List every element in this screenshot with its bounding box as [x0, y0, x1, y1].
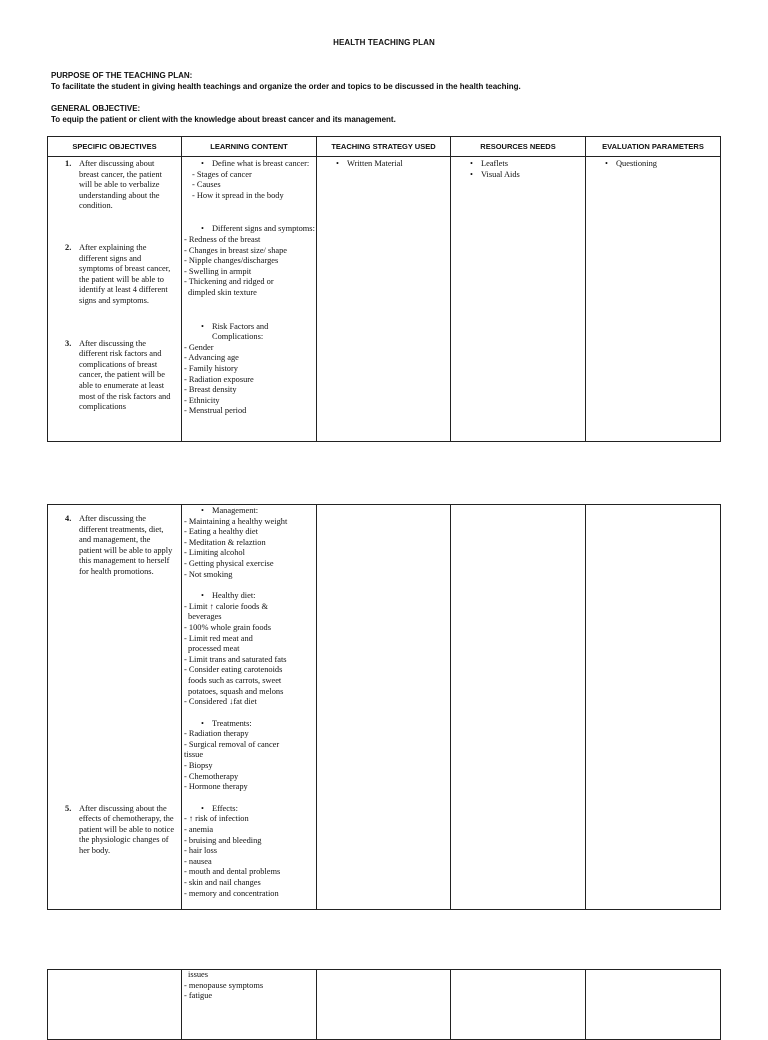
- list-item: - menopause symptoms: [184, 980, 264, 990]
- list-item: - Thickening and ridged or: [184, 277, 274, 287]
- list-item: - Radiation therapy: [184, 729, 249, 739]
- learning-content-cell: [182, 970, 317, 1040]
- table-row: [48, 157, 721, 442]
- list-item: - anemia: [184, 825, 214, 835]
- arrow-down-icon: ↓: [229, 697, 234, 707]
- evaluation-item: • Questioning: [586, 159, 720, 170]
- resources-cell: [451, 157, 586, 442]
- list-item: - Changes in breast size/ shape: [184, 245, 288, 255]
- list-item: - Advancing age: [184, 353, 239, 363]
- list-item: foods such as carrots, sweet: [188, 675, 282, 685]
- objective-5: 5. After discussing about the effects of chemotherapy, the patient will be able to notice the physiologic changes of her body.: [65, 803, 175, 855]
- content-block-continued: [182, 970, 316, 1002]
- teaching-plan-table-2: [47, 504, 721, 910]
- arrow-up-icon: ↑: [209, 601, 214, 611]
- list-item: - hair loss: [184, 846, 218, 856]
- resource-item: • Visual Aids: [451, 170, 585, 181]
- header-learning-content: LEARNING CONTENT: [182, 137, 317, 157]
- list-item: - Biopsy: [184, 761, 213, 771]
- arrow-up-icon: ↑: [188, 814, 194, 824]
- list-item: - Ethnicity: [184, 395, 220, 405]
- objectives-cell: [48, 505, 182, 910]
- list-item: issues: [188, 970, 209, 979]
- resources-cell: [451, 970, 586, 1040]
- header-evaluation-parameters: EVALUATION PARAMETERS: [586, 137, 721, 157]
- list-item: - 100% whole grain foods: [184, 622, 271, 632]
- list-item: - Limit trans and saturated fats: [184, 654, 287, 664]
- content-block-risk: [182, 322, 316, 417]
- list-item: - Swelling in armpit: [184, 266, 252, 276]
- list-item: - Maintaining a healthy weight: [184, 516, 288, 526]
- learning-content-cell: [182, 505, 317, 910]
- list-item: processed meat: [188, 644, 240, 654]
- table-header-row: [48, 137, 721, 157]
- strategy-item: • Written Material: [317, 159, 450, 170]
- header-teaching-strategy: TEACHING STRATEGY USED: [317, 137, 451, 157]
- objective-4: 4. After discussing the different treatments, diet, and management, the patient will be able to apply this management to herself for health promotions.: [65, 514, 173, 576]
- content-bullet: • Treatments:: [182, 719, 316, 730]
- content-bullet: • Define what is breast cancer:: [182, 159, 316, 170]
- list-item: - Breast density: [184, 385, 237, 395]
- list-item: - How it spread in the body: [192, 190, 284, 200]
- list-item: - Limit red meat and: [184, 633, 253, 643]
- list-item: - Chemotherapy: [184, 771, 239, 781]
- resources-cell: [451, 505, 586, 910]
- list-item: tissue: [184, 750, 204, 760]
- list-item: - memory and concentration: [184, 888, 279, 898]
- evaluation-cell: [586, 970, 721, 1040]
- list-item: - Limit ↑ calorie foods &: [184, 601, 268, 611]
- list-item: - Considered ↓fat diet: [184, 697, 257, 707]
- list-item: - Eating a healthy diet: [184, 527, 258, 537]
- content-block-management: [182, 506, 316, 580]
- list-item: - bruising and bleeding: [184, 835, 262, 845]
- list-item: - Meditation & relaztion: [184, 537, 266, 547]
- general-objective-heading: GENERAL OBJECTIVE:: [51, 104, 141, 113]
- list-item: - Radiation exposure: [184, 374, 254, 384]
- content-bullet: • Effects:: [182, 804, 316, 815]
- list-item: - Not smoking: [184, 569, 233, 579]
- content-bullet: • Management:: [182, 506, 316, 517]
- table-row: [48, 970, 721, 1040]
- list-item: - Menstrual period: [184, 406, 247, 416]
- general-objective-text: To equip the patient or client with the knowledge about breast cancer and its management.: [51, 115, 396, 124]
- objective-3: 3. After discussing the different risk factors and complications of breast cancer, the patient will be able to enumerate at least most of the risk factors and complications: [65, 338, 171, 412]
- objectives-cell: [48, 157, 182, 442]
- list-item: potatoes, squash and melons: [188, 686, 284, 696]
- list-item: - Gender: [184, 342, 214, 352]
- list-item: dimpled skin texture: [188, 287, 257, 297]
- list-item: - mouth and dental problems: [184, 867, 281, 877]
- learning-content-cell: [182, 157, 317, 442]
- teaching-strategy-cell: [317, 157, 451, 442]
- list-item: - fatigue: [184, 991, 213, 1001]
- purpose-text: To facilitate the student in giving health teachings and organize the order and topics to be discussed in the health teaching.: [51, 82, 521, 91]
- list-item: - Family history: [184, 363, 238, 373]
- evaluation-cell: [586, 505, 721, 910]
- list-item: - nausea: [184, 856, 212, 866]
- list-item: - Limiting alcohol: [184, 548, 245, 558]
- teaching-strategy-cell: [317, 970, 451, 1040]
- list-item: - Stages of cancer: [192, 169, 252, 179]
- resource-item: • Leaflets: [451, 159, 585, 170]
- list-item: - Getting physical exercise: [184, 558, 274, 568]
- content-block-treatments: [182, 719, 316, 793]
- list-item: - Surgical removal of cancer: [184, 739, 280, 749]
- teaching-strategy-cell: [317, 505, 451, 910]
- evaluation-cell: [586, 157, 721, 442]
- content-block-definition: [182, 159, 316, 201]
- content-bullet: • Different signs and symptoms:: [182, 224, 316, 235]
- content-bullet: • Healthy diet:: [182, 591, 316, 602]
- list-item: - Hormone therapy: [184, 782, 248, 792]
- header-specific-objectives: SPECIFIC OBJECTIVES: [48, 137, 182, 157]
- list-item: - skin and nail changes: [184, 878, 261, 887]
- list-item: - ↑ risk of infection: [184, 814, 249, 824]
- teaching-plan-table-1: [47, 136, 721, 442]
- content-block-effects: [182, 804, 316, 899]
- list-item: - Redness of the breast: [184, 234, 261, 244]
- header-resources-needs: RESOURCES NEEDS: [451, 137, 586, 157]
- table-row: [48, 505, 721, 910]
- teaching-plan-table-3: [47, 969, 721, 1040]
- content-block-signs: [182, 224, 316, 298]
- page-title: HEALTH TEACHING PLAN: [333, 38, 435, 47]
- objectives-cell: [48, 970, 182, 1040]
- list-item: - Nipple changes/discharges: [184, 256, 279, 266]
- objective-1: 1. After discussing about breast cancer, the patient will be able to verbalize understanding about the condition.: [65, 159, 162, 211]
- purpose-heading: PURPOSE OF THE TEACHING PLAN:: [51, 71, 193, 80]
- list-item: - Causes: [192, 180, 221, 190]
- content-bullet: • Risk Factors and Complications:: [182, 322, 316, 343]
- content-block-diet: [182, 591, 316, 708]
- list-item: beverages: [188, 612, 222, 622]
- list-item: - Consider eating carotenoids: [184, 665, 283, 675]
- objective-2: 2. After explaining the different signs and symptoms of breast cancer, the patient will be able to identify at least 4 different signs and symptoms.: [65, 242, 171, 305]
